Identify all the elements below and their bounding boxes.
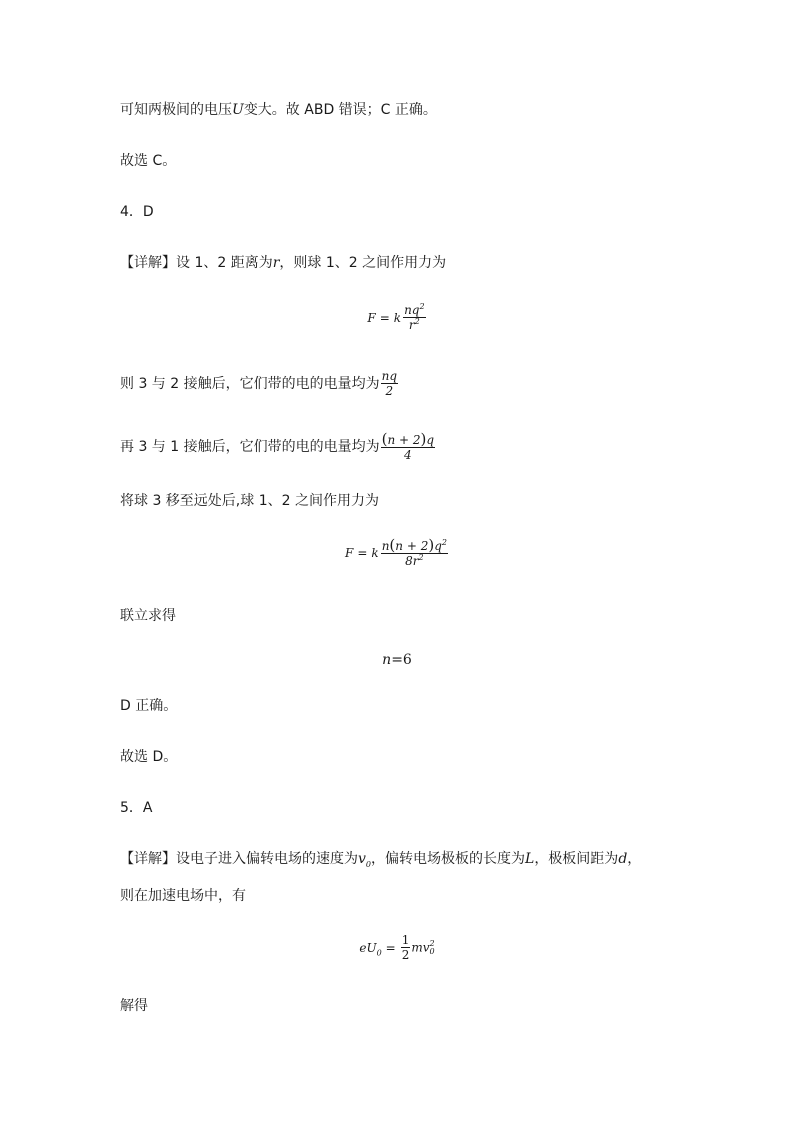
text: 故选 C。 (120, 153, 177, 169)
sub: 0 (429, 946, 435, 956)
numerator: 1 (401, 933, 410, 947)
denominator (408, 318, 421, 332)
paren-open: ( (381, 430, 388, 448)
paren-close: ) (420, 430, 427, 448)
sub: 0 (376, 947, 382, 957)
fraction (381, 538, 448, 568)
denominator: 4 (404, 448, 412, 462)
fraction-n-plus-2-q-4 (381, 432, 435, 462)
paragraph-contact-3-2 (120, 369, 399, 398)
text: 【详解】设 1、2 距离为 (120, 255, 273, 271)
formula-energy (0, 933, 794, 962)
numerator (403, 303, 426, 318)
sup: 2 (419, 302, 425, 311)
text: 联立求得 (120, 608, 176, 624)
sup-sub-stack (430, 940, 435, 956)
paragraph-detail-4 (120, 253, 446, 273)
numerator: nq (381, 369, 398, 383)
symbol-e: e (359, 940, 367, 955)
mv: mv (411, 940, 430, 954)
inner: n + 2 (387, 433, 421, 447)
numerator (381, 432, 435, 448)
value: =6 (391, 652, 412, 668)
sup: 2 (418, 553, 424, 562)
equals-sign: = (385, 940, 396, 955)
denominator: 2 (385, 384, 394, 398)
sup: 2 (429, 938, 435, 948)
answer-line-c (120, 151, 176, 171)
symbol-k: k (393, 310, 402, 325)
paragraph-solution (120, 996, 148, 1016)
denominator: 2 (401, 948, 410, 962)
tail: q (426, 433, 435, 447)
sup: 2 (441, 538, 447, 547)
symbol-F: F (345, 546, 354, 560)
var-r: r (272, 255, 280, 271)
var-v0 (358, 849, 371, 869)
text: ，偏转电场极板的长度为 (371, 851, 526, 867)
formula-coulomb-initial (0, 303, 794, 332)
text: D 正确。 (120, 698, 178, 714)
text: ，极板间距为 (534, 851, 619, 867)
fraction-nq-2 (381, 369, 398, 398)
symbol-k: k (371, 546, 379, 560)
var-U: U (232, 102, 244, 118)
question-header-4 (120, 202, 154, 222)
symbol-U0 (366, 941, 381, 955)
v: v (358, 851, 366, 867)
paren-close: ) (428, 536, 435, 554)
text: 可知两极间的电压 (120, 102, 232, 118)
paragraph-move-away (120, 491, 379, 511)
text: ， (627, 851, 642, 867)
den-text: 8r (405, 554, 419, 568)
symbol-F: F (367, 310, 376, 325)
text: 故选 D。 (120, 749, 178, 765)
text: 将球 3 移至远处后,球 1、2 之间作用力为 (120, 493, 379, 509)
answer-line-d (120, 747, 177, 767)
text: 则在加速电场中，有 (120, 888, 246, 904)
paren-open: ( (389, 536, 396, 554)
question-header-5 (120, 798, 152, 818)
fraction-half (401, 933, 411, 962)
var-d: d (618, 851, 628, 867)
text: 再 3 与 1 接触后，它们带的电的电量均为 (120, 439, 380, 455)
text: 变大。故 ABD 错误；C 正确。 (243, 102, 437, 118)
text: 解得 (120, 998, 148, 1014)
fraction (403, 303, 426, 332)
text: 【详解】设电子进入偏转电场的速度为 (120, 851, 358, 867)
paragraph-d-correct (120, 696, 177, 716)
text: 4．D (120, 204, 154, 220)
symbol-n: n (382, 652, 392, 668)
inner: n + 2 (395, 539, 429, 553)
text: ，则球 1、2 之间作用力为 (279, 255, 447, 271)
U: U (366, 940, 377, 955)
formula-n-equals-6 (0, 652, 794, 668)
num-n: n (381, 539, 390, 553)
paragraph-accel-field (120, 886, 246, 906)
term-mv0-squared (411, 940, 434, 956)
equals-sign: = (357, 546, 368, 560)
denominator (404, 554, 424, 568)
numerator (381, 538, 448, 554)
sup: 2 (414, 317, 420, 326)
var-L: L (525, 851, 535, 867)
formula-coulomb-final (0, 538, 794, 568)
den-text: r (408, 318, 415, 332)
paragraph-voltage-conclusion (120, 100, 437, 120)
num-q: q (434, 539, 442, 553)
paragraph-contact-3-1 (120, 432, 436, 462)
paragraph-detail-5 (120, 849, 641, 869)
equals-sign: = (379, 310, 390, 325)
text: 5．A (120, 800, 153, 816)
num-text: nq (404, 303, 420, 317)
sub: 0 (365, 859, 372, 869)
paragraph-solve (120, 606, 176, 626)
text: 则 3 与 2 接触后，它们带的电的电量均为 (120, 375, 380, 392)
